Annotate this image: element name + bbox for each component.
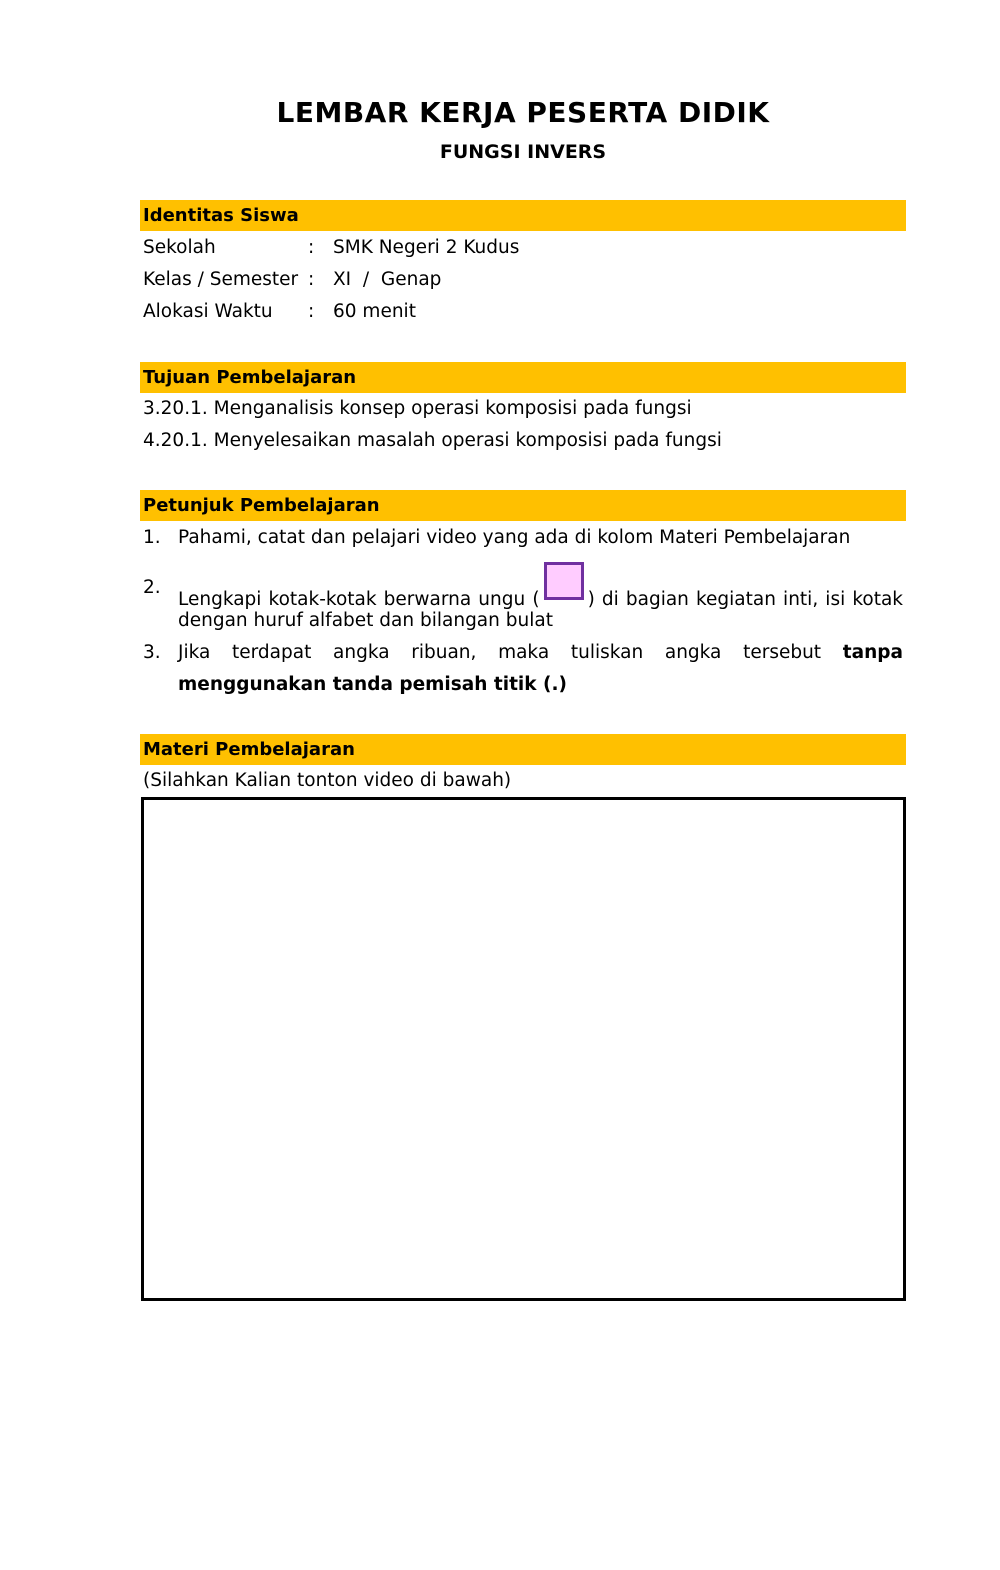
petunjuk-item-2-line2 (0, 609, 1000, 633)
tujuan-item-number: 3.20.1. (143, 398, 208, 419)
petunjuk-item-text (178, 641, 903, 665)
identitas-value: 60 menit (333, 301, 416, 322)
identitas-colon: : (308, 269, 315, 290)
identitas-label: Alokasi Waktu (143, 301, 273, 322)
video-frame[interactable] (141, 797, 906, 1301)
petunjuk-item-3 (0, 641, 1000, 665)
petunjuk-item-3-line2 (0, 673, 1000, 697)
materi-note: (Silahkan Kalian tonton video di bawah) (143, 770, 512, 791)
tujuan-item (143, 397, 692, 421)
tujuan-item-number: 4.20.1. (143, 430, 208, 451)
petunjuk-item-text-after: ) di bagian kegiatan inti, isi kotak (587, 589, 903, 610)
identitas-colon: : (308, 237, 315, 258)
petunjuk-item-text-regular: Jika terdapat angka ribuan, maka tuliskan angka tersebut (178, 642, 822, 663)
petunjuk-item-text-before: Lengkapi kotak-kotak berwarna ungu ( (178, 589, 540, 610)
tujuan-item-text: Menyelesaikan masalah operasi komposisi pada fungsi (213, 430, 722, 451)
identitas-label: Sekolah (143, 237, 216, 258)
petunjuk-item-text-bold: tanpa (842, 642, 903, 663)
tujuan-heading: Tujuan Pembelajaran (140, 362, 906, 393)
petunjuk-item-number: 1. (143, 527, 161, 548)
worksheet-title: LEMBAR KERJA PESERTA DIDIK (276, 96, 770, 129)
petunjuk-item-text: dengan huruf alfabet dan bilangan bulat (178, 610, 553, 631)
petunjuk-heading: Petunjuk Pembelajaran (140, 490, 906, 521)
tujuan-item (143, 429, 722, 453)
materi-heading: Materi Pembelajaran (140, 734, 906, 765)
identitas-value: XI / Genap (333, 269, 442, 290)
petunjuk-item-text: Pahami, catat dan pelajari video yang ada di kolom Materi Pembelajaran (178, 527, 851, 548)
identitas-value: SMK Negeri 2 Kudus (333, 237, 520, 258)
worksheet-subtitle: FUNGSI INVERS (439, 141, 607, 163)
petunjuk-item-number: 3. (143, 642, 161, 663)
purple-answer-box-sample (544, 562, 584, 600)
identitas-colon: : (308, 301, 315, 322)
petunjuk-item-1 (0, 526, 1000, 550)
petunjuk-item-2 (0, 576, 1000, 610)
identitas-heading: Identitas Siswa (140, 200, 906, 231)
identitas-label: Kelas / Semester (143, 269, 299, 290)
petunjuk-item-number: 2. (143, 577, 161, 598)
petunjuk-item-text-bold: menggunakan tanda pemisah titik (.) (178, 674, 567, 695)
tujuan-item-text: Menganalisis konsep operasi komposisi pada fungsi (213, 398, 692, 419)
